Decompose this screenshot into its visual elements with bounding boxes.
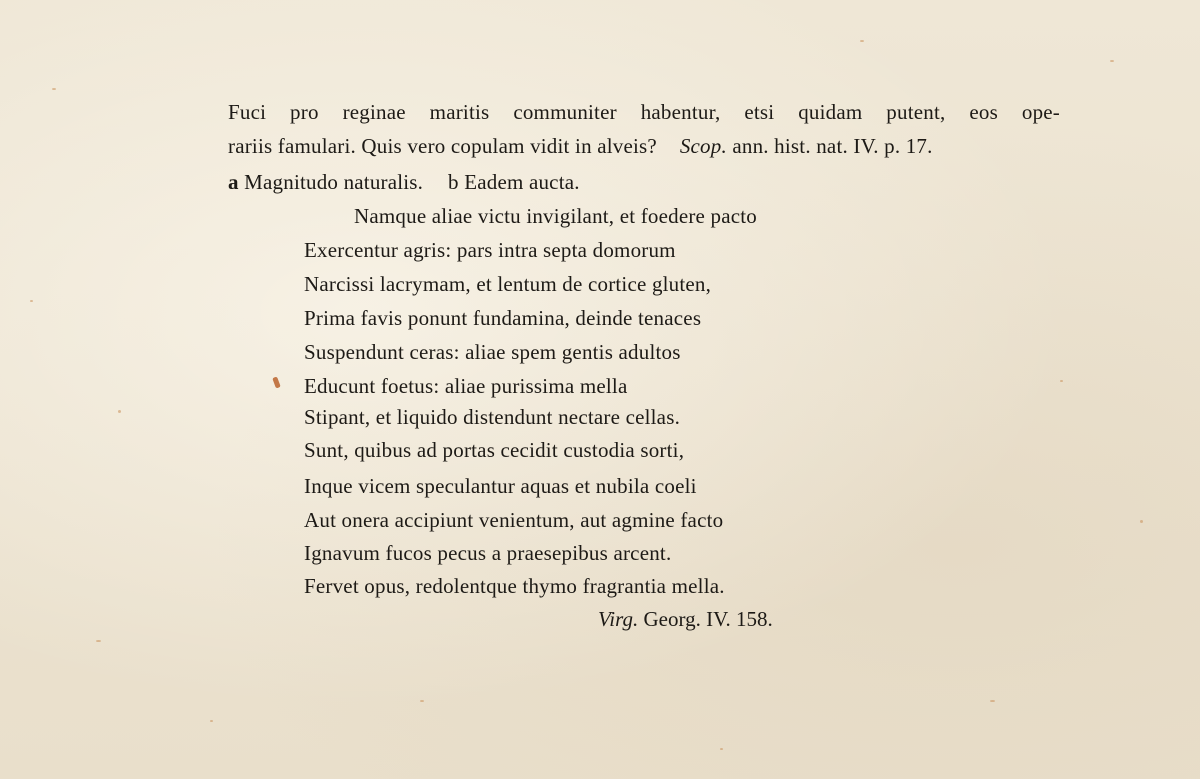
verse-line: Suspendunt ceras: aliae spem gentis adultos: [304, 340, 681, 364]
caption-b-label: b: [448, 170, 459, 194]
citation-work: Georg. IV. 158.: [643, 607, 773, 631]
ink-mark: [272, 376, 280, 388]
footnote-line-2-text: rariis famulari. Quis vero copulam vidit in alveis?: [228, 134, 657, 158]
caption-a-label: a: [228, 170, 239, 194]
verse-line: Fervet opus, redolentque thymo fragrantia mella.: [304, 574, 725, 598]
paper-fleck: [52, 88, 56, 90]
verse-line: Narcissi lacrymam, et lentum de cortice gluten,: [304, 272, 712, 296]
verse-line: Educunt foetus: aliae purissima mella: [304, 374, 628, 398]
figure-captions: [228, 170, 580, 195]
paper-fleck: [1060, 380, 1063, 382]
caption-b-text: Eadem aucta.: [464, 170, 580, 194]
paper-fleck: [30, 300, 33, 302]
paper-fleck: [420, 700, 424, 702]
verse-line: Aut onera accipiunt venientum, aut agmine facto: [304, 508, 724, 532]
reference-author: Scop.: [679, 134, 727, 158]
verse-line: Exercentur agris: pars intra septa domorum: [304, 238, 676, 262]
verse-line: Namque aliae victu invigilant, et foedere pacto: [354, 204, 757, 228]
poem-citation: [598, 607, 773, 632]
paper-fleck: [860, 40, 864, 42]
paper-fleck: [210, 720, 213, 722]
caption-a-text: Magnitudo naturalis.: [244, 170, 424, 194]
paper-fleck: [720, 748, 723, 750]
verse-line: Sunt, quibus ad portas cecidit custodia sorti,: [304, 438, 685, 462]
verse-line: Prima favis ponunt fundamina, deinde tenaces: [304, 306, 702, 330]
paper-fleck: [990, 700, 995, 702]
citation-author: Virg.: [598, 607, 639, 631]
footnote-line-1: Fuci pro reginae maritis communiter habentur, etsi quidam putent, eos ope-: [228, 100, 1060, 124]
reference-source: ann. hist. nat. IV. p. 17.: [732, 134, 933, 158]
verse-line: Inque vicem speculantur aquas et nubila coeli: [304, 474, 697, 498]
paper-fleck: [96, 640, 101, 642]
verse-line: Stipant, et liquido distendunt nectare cellas.: [304, 405, 681, 429]
paper-fleck: [118, 410, 121, 413]
verse-line: Ignavum fucos pecus a praesepibus arcent.: [304, 541, 672, 565]
paper-fleck: [1110, 60, 1114, 62]
footnote-line-2: [228, 134, 933, 159]
paper-fleck: [1140, 520, 1143, 523]
